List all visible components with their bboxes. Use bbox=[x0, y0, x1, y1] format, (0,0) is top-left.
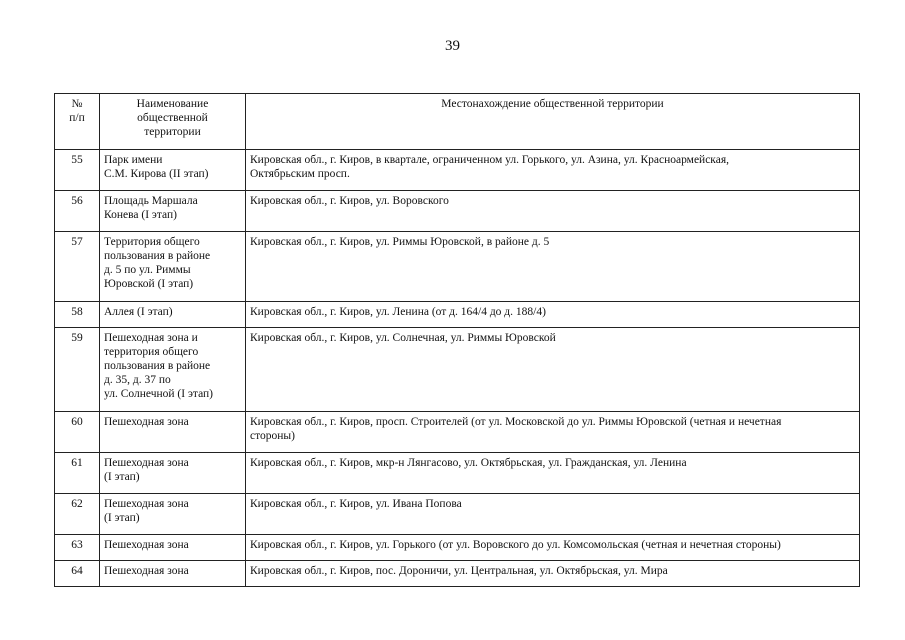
table-row bbox=[55, 453, 860, 494]
territory-name bbox=[100, 191, 246, 232]
territory-location bbox=[246, 561, 860, 587]
territory-location-line: Кировская обл., г. Киров, ул. Воровского bbox=[250, 195, 449, 207]
header-name-line: общественной bbox=[137, 112, 208, 124]
territory-location bbox=[246, 494, 860, 535]
page-number: 39 bbox=[445, 38, 460, 54]
territory-name bbox=[100, 232, 246, 302]
territory-location bbox=[246, 150, 860, 191]
territory-location bbox=[246, 412, 860, 453]
row-number: 57 bbox=[55, 232, 100, 302]
header-name bbox=[100, 94, 246, 150]
territory-name-line: Пешеходная зона bbox=[104, 416, 189, 428]
territory-name-line: ул. Солнечной (I этап) bbox=[104, 388, 214, 400]
row-number: 63 bbox=[55, 535, 100, 561]
territory-name bbox=[100, 150, 246, 191]
territory-name-line: (I этап) bbox=[104, 471, 140, 483]
table-header-row bbox=[55, 94, 860, 150]
territory-name-line: Аллея (I этап) bbox=[104, 306, 173, 318]
table-row bbox=[55, 150, 860, 191]
territory-name bbox=[100, 494, 246, 535]
header-name-line: Наименование bbox=[136, 98, 209, 110]
territory-name-line: Парк имени bbox=[104, 154, 163, 166]
territory-name-line: Юровской (I этап) bbox=[104, 278, 194, 290]
territory-name bbox=[100, 328, 246, 412]
territory-name bbox=[100, 302, 246, 328]
territory-name-line: пользования в районе bbox=[104, 250, 211, 262]
territory-location bbox=[246, 232, 860, 302]
territory-location-line: Кировская обл., г. Киров, ул. Ивана Попова bbox=[250, 498, 462, 510]
territories-table bbox=[54, 93, 860, 587]
table-row bbox=[55, 535, 860, 561]
row-number: 58 bbox=[55, 302, 100, 328]
header-number bbox=[55, 94, 100, 150]
territory-location-line: Кировская обл., г. Киров, просп. Строителей (от ул. Московской до ул. Риммы Юровской (четная и нечетная bbox=[250, 416, 782, 428]
row-number: 64 bbox=[55, 561, 100, 587]
table-row bbox=[55, 412, 860, 453]
territory-location bbox=[246, 535, 860, 561]
territory-name bbox=[100, 412, 246, 453]
territory-name-line: Территория общего bbox=[104, 236, 200, 248]
table-row bbox=[55, 302, 860, 328]
territory-location bbox=[246, 453, 860, 494]
row-number: 62 bbox=[55, 494, 100, 535]
territory-name bbox=[100, 453, 246, 494]
territory-name-line: Пешеходная зона bbox=[104, 457, 189, 469]
territory-location-line: Кировская обл., г. Киров, ул. Солнечная, ул. Риммы Юровской bbox=[250, 332, 556, 344]
header-name-line: территории bbox=[144, 126, 201, 138]
territory-name bbox=[100, 535, 246, 561]
territory-location-line: Кировская обл., г. Киров, в квартале, ограниченном ул. Горького, ул. Азина, ул. Красноармейская, bbox=[250, 154, 729, 166]
territory-name-line: д. 35, д. 37 по bbox=[104, 374, 171, 386]
table-body bbox=[55, 150, 860, 587]
territory-name-line: д. 5 по ул. Риммы bbox=[104, 264, 191, 276]
table-row bbox=[55, 191, 860, 232]
territory-location-line: стороны) bbox=[250, 430, 295, 442]
territory-name-line: Площадь Маршала bbox=[104, 195, 198, 207]
territory-location bbox=[246, 191, 860, 232]
territory-name-line: Пешеходная зона bbox=[104, 539, 189, 551]
table-row bbox=[55, 232, 860, 302]
table-row bbox=[55, 561, 860, 587]
territory-location-line: Кировская обл., г. Киров, ул. Ленина (от д. 164/4 до д. 188/4) bbox=[250, 306, 546, 318]
row-number: 60 bbox=[55, 412, 100, 453]
territory-name-line: Пешеходная зона и bbox=[104, 332, 198, 344]
table-row bbox=[55, 328, 860, 412]
header-number-line: № bbox=[71, 98, 83, 110]
row-number: 61 bbox=[55, 453, 100, 494]
row-number: 56 bbox=[55, 191, 100, 232]
territory-location-line: Кировская обл., г. Киров, ул. Горького (от ул. Воровского до ул. Комсомольская (четная и нечетная стороны) bbox=[250, 539, 781, 551]
territory-name-line: (I этап) bbox=[104, 512, 140, 524]
territory-location-line: Кировская обл., г. Киров, ул. Риммы Юровской, в районе д. 5 bbox=[250, 236, 550, 248]
row-number: 59 bbox=[55, 328, 100, 412]
territory-location-line: Октябрьским просп. bbox=[250, 168, 350, 180]
header-location bbox=[246, 94, 860, 150]
territory-name bbox=[100, 561, 246, 587]
row-number: 55 bbox=[55, 150, 100, 191]
territory-name-line: С.М. Кирова (II этап) bbox=[104, 168, 209, 180]
territory-location-line: Кировская обл., г. Киров, пос. Дороничи, ул. Центральная, ул. Октябрьская, ул. Мира bbox=[250, 565, 668, 577]
header-number-line: п/п bbox=[69, 112, 85, 124]
territory-location-line: Кировская обл., г. Киров, мкр-н Лянгасово, ул. Октябрьская, ул. Гражданская, ул. Ленина bbox=[250, 457, 687, 469]
territory-name-line: Конева (I этап) bbox=[104, 209, 177, 221]
territory-location bbox=[246, 302, 860, 328]
territory-name-line: пользования в районе bbox=[104, 360, 211, 372]
territory-location bbox=[246, 328, 860, 412]
header-location-line: Местонахождение общественной территории bbox=[441, 98, 664, 110]
territory-name-line: территория общего bbox=[104, 346, 199, 358]
table-row bbox=[55, 494, 860, 535]
territory-name-line: Пешеходная зона bbox=[104, 498, 189, 510]
territory-name-line: Пешеходная зона bbox=[104, 565, 189, 577]
